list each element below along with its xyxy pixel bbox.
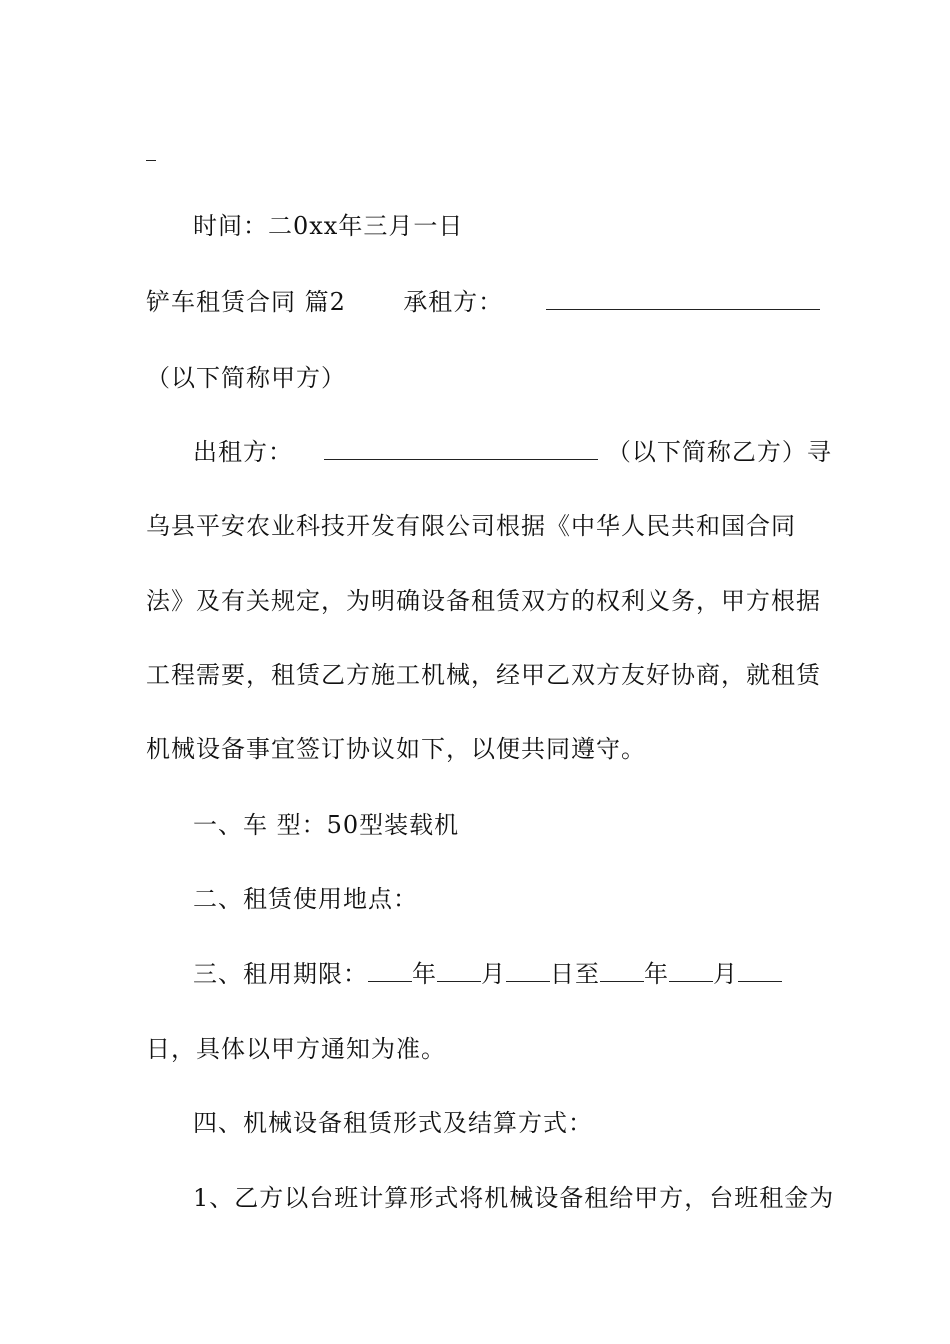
paragraph-line-3 — [146, 660, 821, 690]
item-3-continued-text: 日，具体以甲方通知为准。 — [146, 1035, 446, 1063]
item-2-line — [193, 884, 806, 914]
paragraph-text-3: 工程需要，租赁乙方施工机械，经甲乙双方友好协商，就租赁 — [146, 661, 821, 689]
lessee-label: 承租方： — [403, 288, 504, 316]
date-line — [193, 211, 806, 241]
lessee-suffix-line — [146, 363, 806, 393]
unit-day-to: 日至 — [550, 960, 600, 988]
item-4-1-text: 1、乙方以台班计算形式将机械设备租给甲方，台班租金为 — [193, 1184, 835, 1212]
lessor-blank[interactable] — [324, 439, 598, 460]
lessee-suffix: （以下简称甲方） — [146, 364, 346, 392]
lessor-line — [193, 437, 832, 467]
paragraph-text-2: 法》及有关规定，为明确设备租赁双方的权利义务，甲方根据 — [146, 587, 821, 615]
blank-month-end[interactable] — [669, 961, 713, 982]
dash-mark — [146, 160, 156, 161]
unit-month: 月 — [481, 960, 506, 988]
paragraph-text-1: 乌县平安农业科技开发有限公司根据《中华人民共和国合同 — [146, 512, 796, 540]
item-4-line — [193, 1108, 806, 1138]
blank-month-start[interactable] — [437, 961, 481, 982]
item-3-label: 三、租用期限： — [193, 960, 368, 988]
item-1-text: 一、车 型：50型装载机 — [193, 811, 460, 839]
lessor-suffix: （以下简称乙方）寻 — [606, 438, 832, 466]
paragraph-line-2 — [146, 586, 821, 616]
unit-year: 年 — [412, 960, 437, 988]
blank-year-start[interactable] — [368, 961, 412, 982]
item-4-text: 四、机械设备租赁形式及结算方式： — [193, 1109, 593, 1137]
item-3-continued-line — [146, 1034, 806, 1064]
paragraph-line-1 — [146, 511, 806, 541]
item-1-line — [193, 810, 806, 840]
blank-year-end[interactable] — [600, 961, 644, 982]
contract-title: 铲车租赁合同 篇2 — [146, 288, 346, 316]
item-2-text: 二、租赁使用地点： — [193, 885, 418, 913]
date-text: 时间：二0xx年三月一日 — [193, 212, 464, 240]
title-lessee-line — [146, 287, 806, 317]
lessor-label: 出租方： — [193, 438, 293, 466]
lessee-blank[interactable] — [546, 289, 820, 310]
paragraph-text-4: 机械设备事宜签订协议如下，以便共同遵守。 — [146, 735, 646, 763]
unit-year-end: 年 — [644, 960, 669, 988]
blank-day-end[interactable] — [738, 961, 782, 982]
paragraph-line-4 — [146, 734, 806, 764]
unit-month-end: 月 — [713, 960, 738, 988]
item-4-1-line — [193, 1183, 835, 1213]
blank-day-start[interactable] — [506, 961, 550, 982]
item-3-line — [193, 959, 806, 989]
